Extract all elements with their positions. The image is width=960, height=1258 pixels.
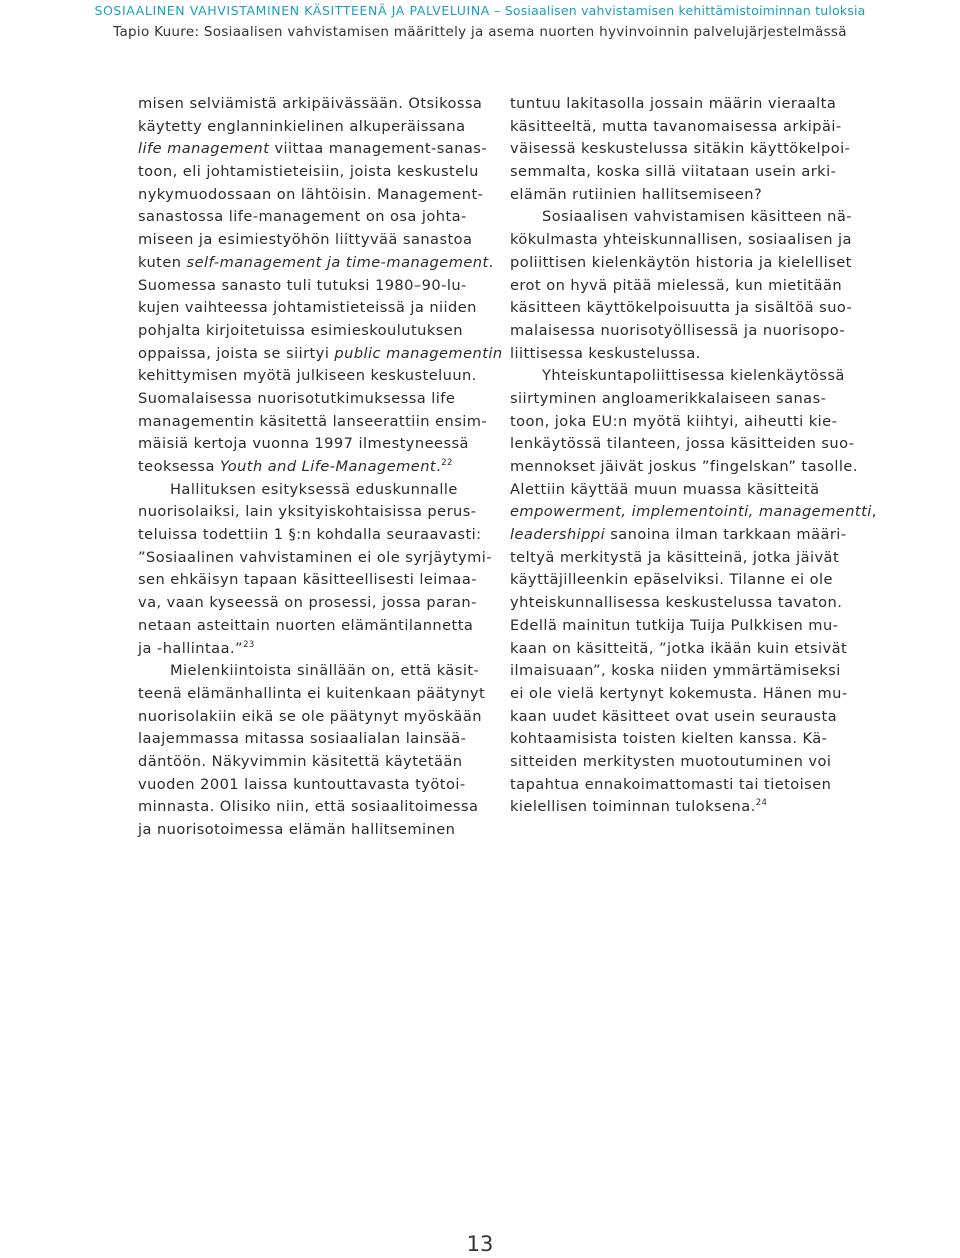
text-segment: poliittisen kielenkäytön historia ja kielelliset — [510, 253, 852, 271]
text-line — [138, 569, 478, 592]
text-segment: malaisessa nuorisotyöllisessä ja nuorisopo- — [510, 321, 846, 339]
text-segment: miseen ja esimiestyöhön liittyvää sanastoa — [138, 231, 473, 249]
text-segment: misen selviämistä arkipäivässään. Otsikossa — [138, 95, 483, 112]
right-text-column — [510, 93, 877, 819]
text-line — [510, 229, 850, 252]
text-line — [138, 388, 478, 411]
text-segment: , — [871, 503, 877, 521]
text-segment: laajemmassa mitassa sosiaalialan lainsää- — [138, 730, 467, 748]
text-line — [138, 638, 478, 661]
text-line — [138, 501, 478, 524]
header-separator: – — [489, 3, 505, 18]
text-line — [510, 524, 850, 547]
text-segment: sen ehkäisyn tapaan käsitteellisesti leimaa- — [138, 571, 477, 589]
text-line — [138, 683, 486, 706]
text-line — [510, 116, 850, 139]
text-line — [138, 456, 478, 479]
text-line — [510, 638, 850, 661]
text-line — [138, 320, 478, 343]
text-line — [510, 751, 850, 774]
text-segment: kuten — [138, 253, 187, 271]
text-segment: ja -hallintaa.” — [138, 639, 244, 657]
text-line — [138, 116, 478, 139]
text-segment: sitteiden merkitysten muotoutuminen voi — [510, 752, 832, 770]
text-line — [138, 206, 478, 229]
text-segment: ei ole vielä kertynyt kokemusta. Hänen mu- — [510, 684, 848, 702]
text-segment: mäisiä kertoja vuonna 1997 ilmestyneessä — [138, 435, 469, 453]
text-line — [510, 592, 850, 615]
text-segment: ”Sosiaalinen vahvistaminen ei ole syrjäytymi- — [138, 548, 492, 566]
text-segment: kaan uudet käsitteet ovat usein seurausta — [510, 707, 838, 725]
text-segment: mennokset jäivät joskus ”fingelskan” tasolle. — [510, 458, 858, 475]
text-segment: kujen vaihteessa johtamistieteissä ja niiden — [138, 299, 477, 317]
text-line — [510, 206, 850, 229]
text-line — [138, 138, 488, 161]
text-line — [138, 728, 478, 751]
text-line — [138, 275, 478, 298]
text-segment: däntöön. Näkyvimmin käsitettä käytetään — [138, 752, 463, 770]
text-segment: teoksessa — [138, 458, 220, 475]
text-segment: teenä elämänhallinta ei kuitenkaan päätynyt — [138, 684, 486, 702]
text-line — [138, 706, 482, 729]
text-segment: nuorisolaiksi, lain yksityiskohtaisissa perus- — [138, 503, 477, 521]
text-segment: minnasta. Olisiko niin, että sosiaalitoimessa — [138, 798, 479, 816]
text-segment: toon, eli johtamistieteisiin, joista keskustelu — [138, 163, 479, 181]
text-segment: erot on hyvä pitää mielessä, kun mietitään — [510, 276, 843, 294]
text-segment: nykymuodossaan on lähtöisin. Management- — [138, 185, 484, 203]
text-segment: käsitteen käyttökelpoisuutta ja sisältöä suo- — [510, 299, 853, 317]
text-line — [138, 229, 478, 252]
text-segment: . — [436, 458, 442, 475]
text-line — [138, 751, 478, 774]
text-segment: sanoina ilman tarkkaan määri- — [605, 526, 847, 544]
text-segment: teltyä merkitystä ja käsitteinä, jotka jäivät — [510, 548, 840, 566]
text-segment: kielellisen toiminnan tuloksena. — [510, 798, 756, 816]
footnote-reference: 22 — [441, 458, 453, 468]
text-line — [138, 592, 478, 615]
text-line — [510, 252, 850, 275]
footnote-reference: 24 — [755, 798, 768, 809]
text-segment: käytetty englanninkielinen alkuperäissana — [138, 117, 466, 135]
text-line — [510, 343, 850, 366]
text-line — [510, 479, 850, 502]
text-segment: pohjalta kirjoitetuissa esimieskoulutuksen — [138, 321, 463, 339]
text-segment: ja nuorisotoimessa elämän hallitseminen — [138, 821, 456, 838]
text-segment: tuntuu lakitasolla jossain määrin vieraalta — [510, 95, 837, 112]
text-segment: Sosiaalisen vahvistamisen käsitteen nä- — [542, 208, 852, 226]
section-subtitle: Sosiaalisen vahvistamisen kehittämistoiminnan tuloksia — [504, 3, 866, 18]
text-segment: ilmaisuaan”, koska niiden ymmärtämiseksi — [510, 662, 841, 680]
text-segment: va, vaan kyseessä on prosessi, jossa paran- — [138, 594, 477, 612]
text-line — [510, 569, 850, 592]
text-segment: elämän rutiinien hallitsemiseen? — [510, 185, 763, 203]
text-line — [510, 93, 850, 116]
text-line — [138, 411, 488, 434]
text-line — [510, 660, 850, 683]
text-segment: toon, joka EU:n myötä kiihtyi, aiheutti kie- — [510, 412, 838, 430]
text-segment: viittaa management-sanas- — [269, 140, 488, 158]
text-line — [510, 365, 850, 388]
text-line — [510, 388, 850, 411]
text-line — [138, 615, 478, 638]
italic-term: Youth and Life-Management — [219, 458, 437, 475]
text-segment: kohtaamisista toisten kielten kanssa. Kä- — [510, 730, 828, 748]
text-line — [138, 433, 478, 456]
text-segment: väisessä keskustelussa sitäkin käyttökelpoi- — [510, 140, 851, 158]
italic-term: empowerment, implementointi, managementti — [510, 503, 872, 521]
text-line — [138, 479, 478, 502]
running-header-section — [0, 3, 960, 18]
text-segment: Hallituksen esityksessä eduskunnalle — [170, 480, 458, 498]
text-line — [510, 138, 850, 161]
text-line — [510, 615, 850, 638]
text-segment: kaan on käsitteitä, ”jotka ikään kuin etsivät — [510, 639, 848, 657]
text-line — [510, 547, 850, 570]
text-segment: Alettiin käyttää muun muassa käsitteitä — [510, 480, 820, 498]
text-line — [510, 161, 850, 184]
text-segment: semmalta, koska sillä viitataan usein arki- — [510, 163, 837, 181]
text-segment: Suomalaisessa nuorisotutkimuksessa life — [138, 389, 456, 407]
italic-term: public managementin — [334, 344, 503, 362]
text-line — [138, 161, 478, 184]
text-line — [510, 184, 850, 207]
text-line — [138, 365, 478, 388]
footnote-reference: 23 — [243, 639, 255, 650]
text-line — [138, 184, 484, 207]
text-segment: Mielenkiintoista sinällään on, että käsit- — [170, 662, 480, 680]
text-line — [510, 297, 853, 320]
text-line — [138, 93, 483, 116]
text-line — [138, 774, 478, 797]
text-segment: kökulmasta yhteiskunnallisen, sosiaalisen ja — [510, 231, 852, 249]
text-segment: liittisessa keskustelussa. — [510, 344, 701, 362]
text-segment: tapahtua ennakoimattomasti tai tietoisen — [510, 775, 832, 793]
text-line — [510, 683, 850, 706]
italic-term: life management — [138, 140, 270, 158]
text-segment: nuorisolakiin eikä se ole päätynyt myöskään — [138, 707, 482, 725]
text-line — [510, 796, 850, 819]
text-line — [510, 501, 877, 524]
text-segment: siirtyminen angloamerikkalaiseen sanas- — [510, 389, 827, 407]
text-segment: netaan asteittain nuorten elämäntilannetta — [138, 616, 474, 634]
text-line — [510, 411, 850, 434]
running-header-chapter: Tapio Kuure: Sosiaalisen vahvistamisen määrittely ja asema nuorten hyvinvoinnin palvelujärjestelmässä — [113, 24, 847, 40]
text-line — [138, 819, 478, 842]
left-text-column — [138, 93, 503, 842]
italic-term: self-management ja time-management — [186, 253, 489, 271]
text-segment: Yhteiskuntapoliittisessa kielenkäytössä — [542, 367, 845, 385]
text-segment: oppaissa, joista se siirtyi — [138, 344, 335, 362]
text-segment: Edellä mainitun tutkija Tuija Pulkkisen mu- — [510, 616, 839, 634]
page-number: 13 — [466, 1232, 494, 1256]
text-segment: lenkäytössä tilanteen, jossa käsitteiden suo- — [510, 435, 855, 453]
text-segment: käsitteeltä, mutta tavanomaisessa arkipäi- — [510, 117, 842, 135]
text-line — [138, 660, 478, 683]
text-line — [510, 456, 858, 479]
text-line — [138, 252, 494, 275]
section-title: SOSIAALINEN VAHVISTAMINEN KÄSITTEENÄ JA PALVELUINA — [94, 3, 490, 18]
text-segment: managementin käsitettä lanseerattiin ensim- — [138, 412, 488, 430]
text-line — [138, 547, 492, 570]
text-segment: teluissa todettiin 1 §:n kohdalla seuraavasti: — [138, 526, 482, 544]
text-line — [138, 297, 478, 320]
text-segment: . — [488, 253, 494, 271]
text-line — [510, 706, 850, 729]
text-segment: yhteiskunnallisessa keskustelussa tavaton. — [510, 594, 843, 612]
text-segment: sanastossa life-management on osa johta- — [138, 208, 467, 226]
text-segment: käyttäjilleenkin epäselviksi. Tilanne ei ole — [510, 571, 833, 589]
text-line — [510, 275, 850, 298]
italic-term: leadershippi — [510, 526, 606, 544]
text-segment: vuoden 2001 laissa kuntouttavasta työtoi- — [138, 775, 466, 793]
text-line — [510, 320, 850, 343]
text-line — [138, 796, 478, 819]
text-segment: kehittymisen myötä julkiseen keskusteluun. — [138, 367, 477, 385]
text-segment: Suomessa sanasto tuli tutuksi 1980–90-lu- — [138, 276, 467, 294]
text-line — [138, 343, 503, 366]
text-line — [510, 774, 850, 797]
text-line — [138, 524, 482, 547]
text-line — [510, 728, 850, 751]
text-line — [510, 433, 855, 456]
